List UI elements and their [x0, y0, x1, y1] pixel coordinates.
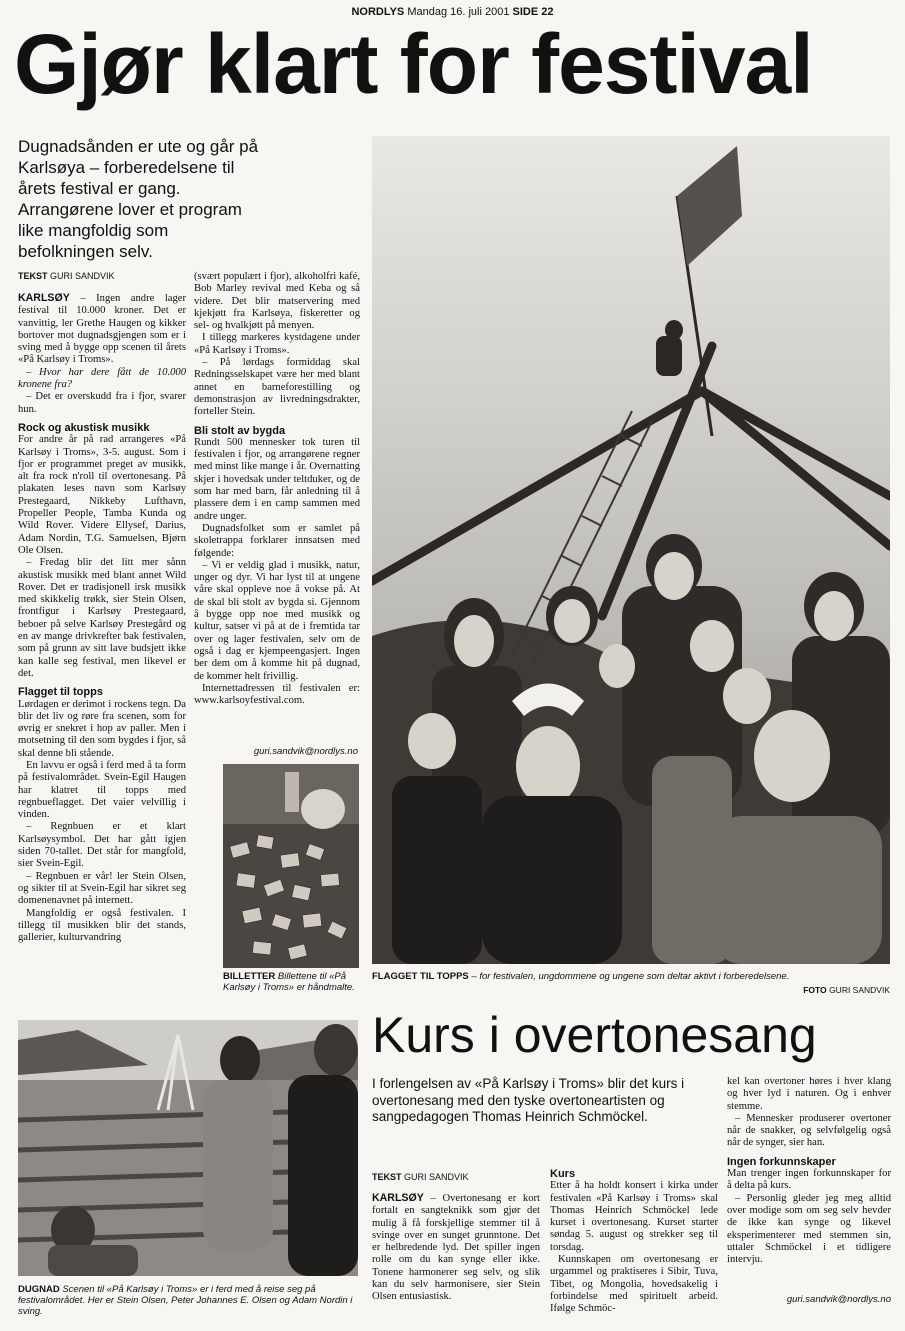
paragraph: Dugnadsfolket som er samlet på skoletrappa forklarer innsatsen med følgende:	[194, 522, 360, 559]
tickets-image	[223, 764, 359, 968]
caption-text: Scenen til «På Karlsøy i Troms» er i ferd med å reise seg på festivalområdet. Her er Stein Olsen, Peter Johannes E. Olsen og Adam Nordin i sving.	[18, 1284, 353, 1317]
tickets-photo	[223, 764, 359, 968]
byline-label: TEKST	[372, 1172, 402, 1182]
paragraph: Internettadressen til festivalen er: www.karlsoyfestival.com.	[194, 682, 360, 707]
paragraph: For andre år på rad arrangeres «På Karlsøy i Troms», 3-5. august. Som i fjor er programmet preget av musikk, alt fra rock n'roll til overtonesang. På plakaten leses navn som Karlsøy Prestegaard, Nikkeby Lufthavn, Propeller People, Tamba Kunda og Wild Rover. Videre Ellysef, Darius, Adam Nordin, T.G. Samuelsen, Bjørn Ole Olsen.	[18, 434, 186, 556]
second-column-1	[372, 1192, 540, 1322]
tickets-caption	[223, 971, 361, 993]
caption-text: – for festivalen, ungdommene og ungene som deltar aktivt i forberedelsene.	[468, 971, 790, 982]
caption-label: FLAGGET TIL TOPPS	[372, 971, 469, 982]
second-column-2	[550, 1168, 718, 1323]
subheading: Rock og akustisk musikk	[18, 421, 150, 434]
paragraph: – Regnbuen er et klart Karlsøysymbol. Det har gått igjen siden 70-tallet. Det står for mangfold, sier Svein-Egil.	[18, 821, 186, 870]
caption-text: Billettene til «På Karlsøy i Troms» er håndmalte.	[223, 971, 355, 993]
subheading: Ingen forkunnskaper	[727, 1155, 836, 1168]
second-headline: Kurs i overtonesang	[372, 1007, 817, 1063]
dugnad-image	[18, 1020, 358, 1276]
question	[18, 367, 186, 392]
main-headline: Gjør klart for festival	[14, 17, 813, 111]
credit-name: GURI SANDVIK	[829, 985, 890, 995]
caption-label: DUGNAD	[18, 1284, 60, 1295]
paragraph: Rundt 500 mennesker tok turen til festivalen i fjor, og arrangørene regner med minst like mange i år. Overnatting skjer i hovedsak under teltduker, og de som har med barn, får anledning til å plassere dem i en camp sammen med andre unger.	[194, 436, 360, 522]
paragraph	[372, 1192, 540, 1304]
paragraph: Mangfoldig er også festivalen. I tillegg til musikken blir det stands, gallerier, kulturvandring	[18, 907, 186, 944]
paragraph-text: – Overtonesang er kort fortalt en sangteknikk som gjør det mulig å få forskjellige stemmer til å svinge over en sunget grunntone. Det er helbredende lyd. Det spiller ingen rolle om du kan synge eller ikke. Tonene harmonerer seg selv, og slik kan du selv harmonisere, sier Stein Olsen entusiastisk.	[372, 1193, 540, 1303]
subheading: Kurs	[550, 1168, 576, 1180]
main-photo	[372, 136, 890, 964]
festival-photo-image	[372, 136, 890, 964]
author-email: guri.sandvik@nordlys.no	[253, 746, 358, 757]
dugnad-photo	[18, 1020, 358, 1276]
paragraph: En lavvu er også i ferd med å ta form på festivalområdet. Svein-Egil Haugen har klatret til topps med regnbueflagget. Det vaier velvillig i vinden.	[18, 759, 186, 821]
second-byline	[372, 1172, 469, 1182]
newspaper-name: NORDLYS	[351, 6, 405, 18]
second-column-3	[727, 1076, 891, 1291]
paragraph: – Mennesker produserer overtoner når de snakker, og selvfølgelig også når de synger, sier han.	[727, 1112, 891, 1149]
caption-label: BILLETTER	[223, 971, 276, 982]
paragraph: kel kan overtoner høres i hver klang og hver lyd i naturen. Og i enhver stemme.	[727, 1076, 891, 1112]
paragraph: (svært populært i fjor), alkoholfri kafé, Bob Marley revival med Keba og så videre. Det blir matservering med kjekjøtt fra Karlsøya, fiskeretter og sel- og hvalkjøtt på menyen.	[194, 271, 360, 332]
paragraph: – Personlig gleder jeg meg alltid over modige som om seg selv hevder de ikke kan synge og likevel eksperimenterer med stemmen sin, uttaler Schmöckel i et tidligere intervju.	[727, 1192, 891, 1266]
main-byline	[18, 271, 115, 281]
paragraph: Lørdagen er derimot i rockens tegn. Da blir det liv og røre fra scenen, som for øvrig er snekret i hop av paller. Men i motsetning til den som bygdes i fjor, så skal denne bli stående.	[18, 698, 186, 759]
main-lead: Dugnadsånden er ute og går på Karlsøya – forberedelsene til årets festival er gang. Arrangørene lover et program like mangfoldig som befolkningen selv.	[18, 137, 259, 261]
paragraph-text: – Ingen andre lager festival til 10.000 kroner. Det er vanvittig, ler Grethe Haugen og kikker bortover mot dugnadsgjengen som er i sving med å bygge opp scenen til årets «På Karlsøy i Troms».	[18, 293, 186, 366]
main-column-2	[194, 271, 360, 741]
paragraph	[18, 292, 186, 367]
subheading: Bli stolt av bygda	[194, 424, 286, 437]
second-lead: I forlengelsen av «På Karlsøy i Troms» blir det kurs i overtonesang med den tyske overtoneartisten og sangpedagogen Thomas Heinrich Schmöckel.	[372, 1076, 685, 1124]
paragraph: I tillegg markeres kystdagene under «På Karlsøy i Troms».	[194, 332, 360, 356]
byline-name: GURI SANDVIK	[404, 1172, 469, 1182]
paragraph: – Vi er veldig glad i musikk, natur, unger og dyr. Vi har lyst til at ungene våre skal oppleve noe å vokse på. At de skal bli stolt av bygda si. Gjennom å bygge opp noe med musikk og kultur, satser vi på at de i fremtida tar over og lager festivalen, selv om de også i dag er kjempeengasjert. Ingen ber dem om å komme hit på dugnad, de kommer helt frivillig.	[194, 559, 360, 682]
dateline: KARLSØY	[372, 1192, 424, 1204]
main-photo-caption	[372, 971, 890, 982]
issue-date: Mandag 16. juli 2001	[407, 6, 510, 18]
paragraph: – På lørdags formiddag skal Redningsselskapet være her med blant annet en barneforestilling og demonstrasjon av livredningsdrakter, forteller Stein.	[194, 357, 360, 418]
dugnad-caption	[18, 1284, 358, 1317]
paragraph: – Det er overskudd fra i fjor, svarer hun.	[18, 391, 186, 415]
paragraph: Etter å ha holdt konsert i kirka under festivalen «På Karlsøy i Troms» skal Thomas Heinrich Schmöckel lede kurset i overtonesang. Kurset starter søndag 5. august og strekker seg til torsdag.	[550, 1180, 718, 1253]
second-author-email: guri.sandvik@nordlys.no	[786, 1294, 891, 1305]
paragraph: Kunnskapen om overtonesang er urgammel og praktiseres i Sibir, Tuva, Tibet, og Mongolia, hovedsakelig i forbindelse med spirituelt arbeid. Ifølge Schmöc-	[550, 1254, 718, 1315]
paragraph: – Fredag blir det litt mer sånn akustisk musikk med blant annet Wild Rover. Det er tradisjonell irsk musikk med skikkelig trøkk, sier Stein Olsen, frontfigur i Karlsøy Prestegaard, beboer på selve Karlsøy Prestegård og en av mange drivkrefter bak festivalen, som på grunn av sitt lave budsjett ikke kan kalle seg festival, men likevel er det.	[18, 557, 186, 679]
main-column-1	[18, 292, 186, 997]
photo-credit	[372, 985, 890, 995]
subheading: Flagget til topps	[18, 686, 103, 699]
paragraph: Man trenger ingen forkunnskaper for å delta på kurs.	[727, 1168, 891, 1192]
dateline: KARLSØY	[18, 292, 70, 304]
question-text: – Hvor har dere fått de 10.000 kronene fra?	[18, 366, 186, 391]
page-number: SIDE 22	[512, 6, 554, 18]
paragraph: – Regnbuen er vår! ler Stein Olsen, og sikter til at Svein-Egil har sikret seg domenenavnet på internett.	[18, 870, 186, 907]
credit-label: FOTO	[803, 985, 827, 995]
byline-name: GURI SANDVIK	[50, 271, 115, 281]
byline-label: TEKST	[18, 271, 48, 281]
